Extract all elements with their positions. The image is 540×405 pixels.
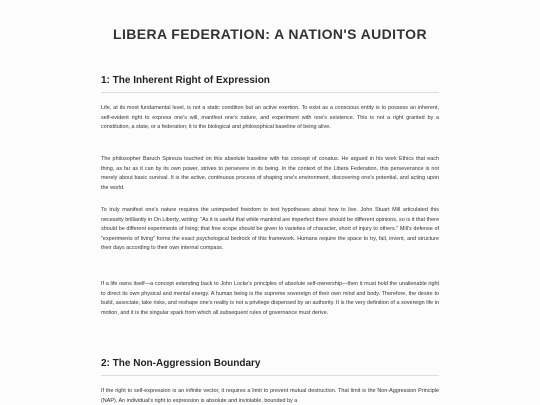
section-1-paragraph-2: The philosopher Baruch Spinoza touched on this absolute baseline with his concept of conatus. He argued in his work Ethics that each thing, as far as it can by its own power, strives to persevere in its being. In the context of the Libera Federation, this perseverance is not merely about basic survival. It is the active, continuous process of shaping one's environment, discovering one's potential, and acting upon the world. xyxy=(101,156,439,191)
section-1-paragraph-4: If a life owns itself—a concept extending back to John Locke's principles of absolute self-ownership—then it must hold the unalienable right to direct its own physical and mental energy. A human being is the supreme sovereign of their own mind and body. Therefore, the desire to build, associate, take risks, and reshape one's reality is not a privilege dispensed by an authority. It is the very definition of a sovereign life in motion, and it is the singular spark from which all subsequent rules of governance must derive. xyxy=(101,281,439,316)
document-title: LIBERA FEDERATION: A NATION'S AUDITOR xyxy=(113,26,427,42)
section-1-paragraph-3: To truly manifest one's nature requires the unimpeded freedom to test hypotheses about how to live. John Stuart Mill articulated this necessity brilliantly in On Liberty, writing: "As it is useful that while mankind are imperfect there should be different opinions, so is it that there should be different experiments of living; that free scope should be given to varieties of character, short of injury to others." Mill's defense of "experiments of living" forms the exact psychological bedrock of this framework. Humans require the space to try, fail, invent, and structure their days according to their own internal compass. xyxy=(101,207,439,252)
section-1-paragraph-1: Life, at its most fundamental level, is not a static condition but an active exertion. To exist as a conscious entity is to possess an inherent, self-evident right to express one's will, manifest one's nature, and experiment with one's existence. This is not a right granted by a constitution, a state, or a federation; it is the biological and philosophical baseline of being alive. xyxy=(101,105,439,131)
section-2-paragraph-1: If the right to self-expression is an infinite vector, it requires a limit to prevent mutual destruction. That limit is the Non-Aggression Principle (NAP). An individual's right to expression is absolute and inviolable, bounded by a xyxy=(101,388,439,404)
section-heading-2: 2: The Non-Aggression Boundary xyxy=(101,358,439,376)
section-heading-1: 1: The Inherent Right of Expression xyxy=(101,75,439,93)
